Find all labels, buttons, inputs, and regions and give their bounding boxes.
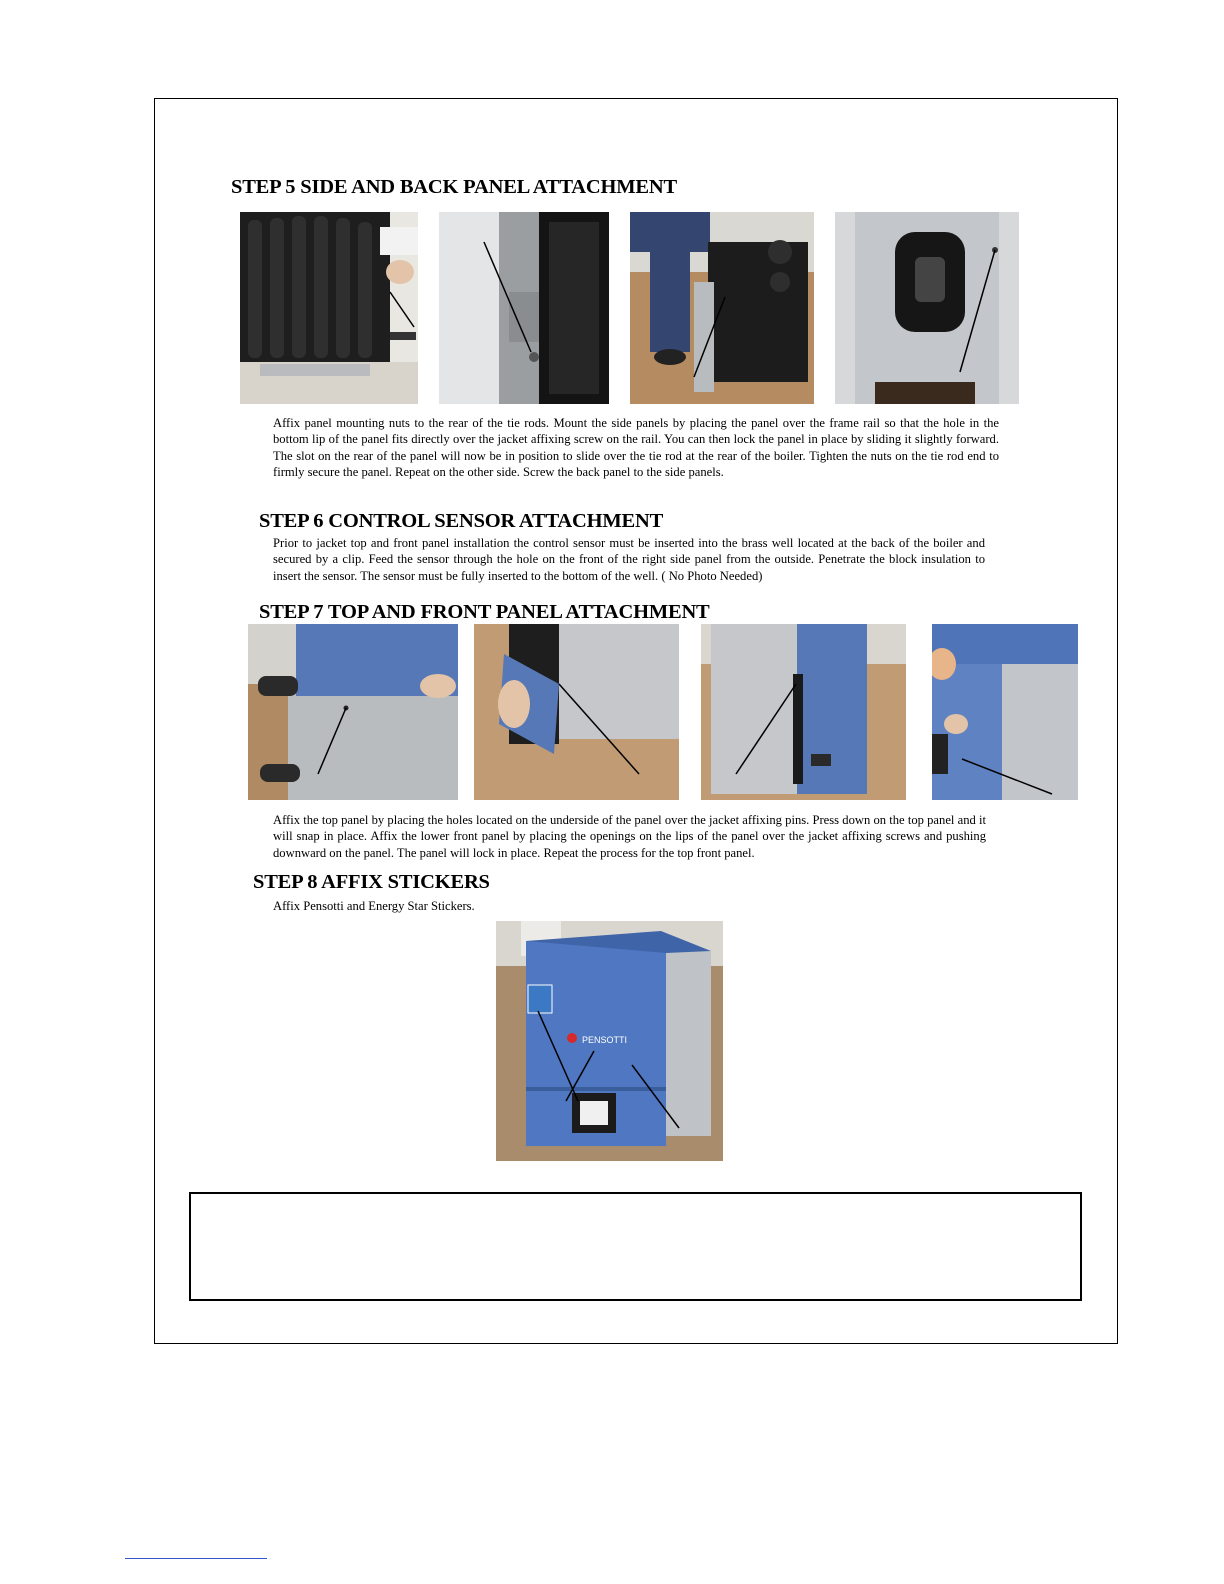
step5-photo-4 [835, 212, 1019, 404]
step7-text: Affix the top panel by placing the holes located on the underside of the panel over the jacket affixing pins. Press down on the top panel and it will snap in place. Affix the lower front panel by placing the openings on the lips of the panel over the jacket affixing screws and pushing downward on the panel. The panel will lock in place. Repeat the process for the top front panel. [273, 813, 986, 860]
step5-photo-1 [240, 212, 418, 404]
step8-text: Affix Pensotti and Energy Star Stickers. [273, 899, 475, 913]
pensotti-sticker-label: PENSOTTI [582, 1035, 628, 1045]
notes-box [189, 1192, 1082, 1301]
step8-photo [496, 921, 723, 1161]
step7-photo-1 [248, 624, 458, 800]
step5-heading: STEP 5 SIDE AND BACK PANEL ATTACHMENT [231, 176, 677, 198]
step7-photo-4 [932, 624, 1078, 800]
step5-photo-3 [630, 212, 814, 404]
step7-photo-2 [474, 624, 679, 800]
step6-heading: STEP 6 CONTROL SENSOR ATTACHMENT [259, 510, 664, 532]
step6-text: Prior to jacket top and front panel installation the control sensor must be inserted into the brass well located at the back of the boiler and secured by a clip. Feed the sensor through the hole on the front of the right side panel from the outside. Penetrate the block insulation to insert the sensor. The sensor must be fully inserted to the bottom of the well. ( No Photo Needed) [273, 536, 985, 583]
step8-heading: STEP 8 AFFIX STICKERS [253, 871, 490, 893]
step5-text: Affix panel mounting nuts to the rear of the tie rods. Mount the side panels by placing the panel over the frame rail so that the hole in the bottom lip of the panel fits directly over the jacket affixing screw on the rail. You can then lock the panel in place by sliding it slightly forward. The slot on the rear of the panel will now be in position to slide over the tie rod at the rear of the boiler. Tighten the nuts on the tie rod end to firmly secure the panel. Repeat on the other side. Screw the back panel to the side panels. [273, 416, 999, 479]
step7-photo-3 [701, 624, 906, 800]
step7-heading: STEP 7 TOP AND FRONT PANEL ATTACHMENT [259, 601, 710, 623]
step5-photo-2 [439, 212, 609, 404]
footer-rule [125, 1558, 267, 1559]
